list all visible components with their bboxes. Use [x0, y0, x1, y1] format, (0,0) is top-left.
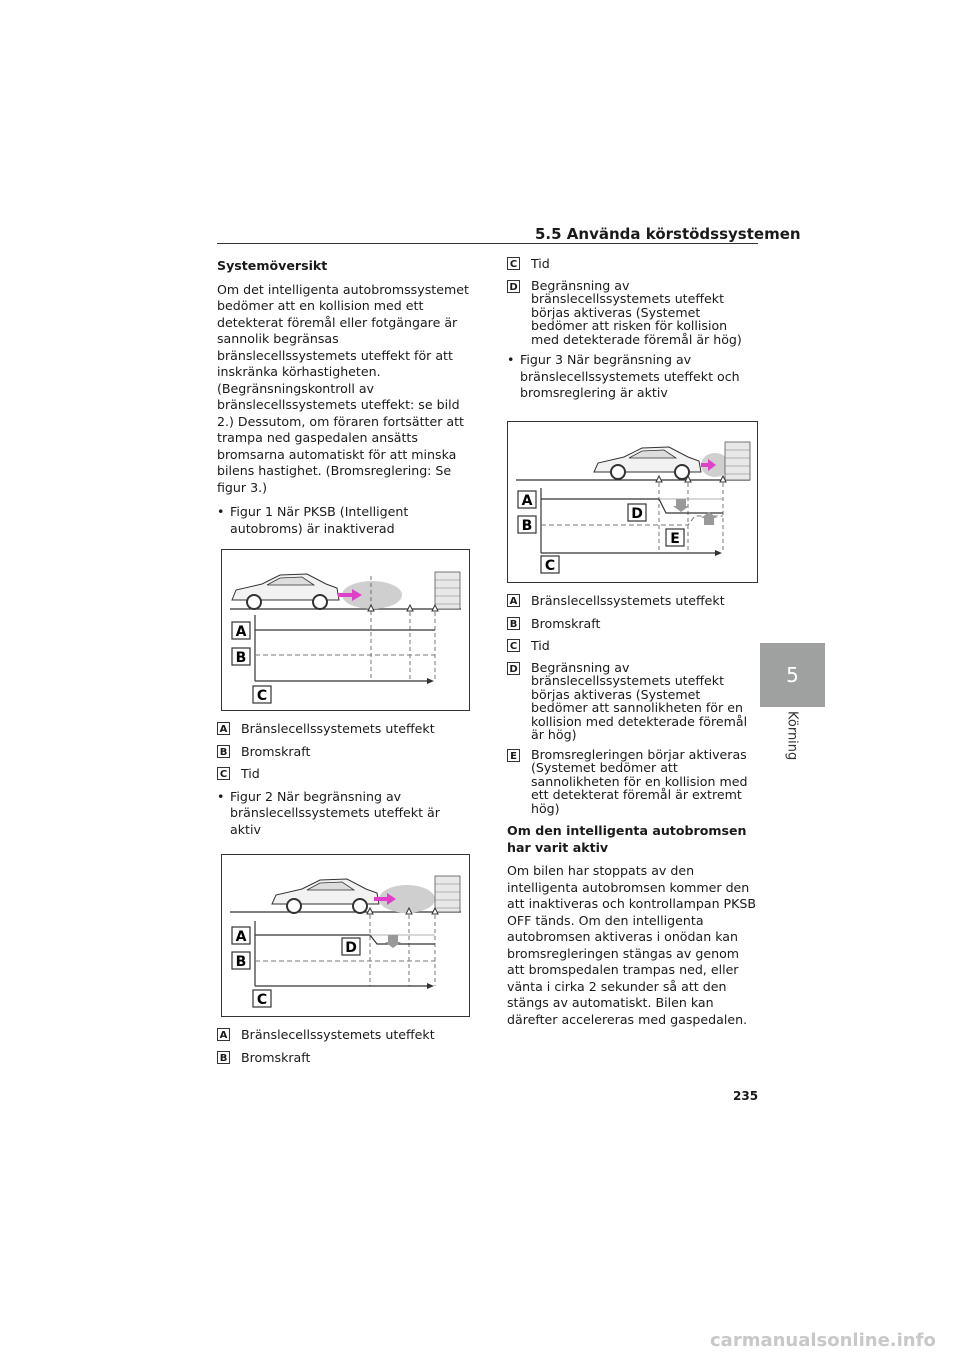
legend-item: [507, 748, 759, 816]
legend-text: Bränslecellssystemets uteffekt: [241, 721, 435, 736]
legend-1: [217, 721, 472, 846]
legend-item: [217, 1027, 472, 1044]
legend-key: C: [507, 257, 520, 270]
legend-key: D: [507, 280, 520, 293]
legend-item: [217, 1050, 472, 1067]
left-column: [217, 258, 472, 545]
fig1-label-a: A: [235, 624, 247, 640]
legend-text: Tid: [531, 256, 550, 271]
watermark: carmanualsonline.info: [710, 1330, 936, 1351]
legend-text: Begränsning av bränslecellssystemets uteffekt börjas aktiveras (Systemet bedömer att risken för kollision med detekterade föremål är hög): [531, 277, 742, 347]
fig3-label-b: B: [521, 518, 533, 534]
legend-key: D: [507, 662, 520, 675]
legend-key: A: [217, 1028, 230, 1041]
legend-text: Bränslecellssystemets uteffekt: [241, 1027, 435, 1042]
legend-key: B: [507, 617, 520, 630]
legend-3: [507, 593, 759, 1036]
fig2-label-b: B: [235, 954, 247, 970]
subsection-heading: Om den intelligenta autobromsen har varit aktiv: [507, 823, 747, 855]
subsection-paragraph: Om bilen har stoppats av den intelligenta autobromsen kommer den att inaktiveras och kontrollampan PKSB OFF tänds. Om den intelligenta autobromsen aktiveras i onödan kan bromsregleringen stängas av genom att bromspedalen trampas ned, eller vänta i cirka 2 sekunder så att den stängs av automatiskt. Bilen kan därefter accelereras med gaspedalen.: [507, 863, 757, 1027]
legend-key: A: [507, 594, 520, 607]
legend-text: Tid: [241, 766, 260, 781]
bullet-figure-2: • Figur 2 När begränsning av bränslecellssystemets uteffekt är aktiv: [217, 789, 472, 839]
fig2-label-a: A: [235, 929, 247, 945]
bullet-figure-3: • Figur 3 När begränsning av bränslecellssystemets uteffekt och bromsreglering är aktiv: [507, 352, 759, 402]
chapter-label: [760, 711, 825, 791]
legend-key: E: [507, 749, 520, 762]
legend-key: B: [217, 745, 230, 758]
legend-2: [217, 1027, 472, 1072]
legend-key: C: [217, 767, 230, 780]
legend-key: B: [217, 1051, 230, 1064]
legend-text: Tid: [531, 638, 550, 653]
legend-item: [217, 766, 472, 783]
legend-item: [507, 593, 759, 610]
section-heading: Systemöversikt: [217, 258, 328, 273]
legend-item: [507, 638, 759, 655]
legend-text: Bromskraft: [241, 1049, 311, 1065]
legend-item: [507, 661, 759, 742]
legend-item: [217, 744, 472, 761]
fig1-label-b: B: [235, 650, 247, 666]
chapter-tab: 5: [760, 643, 825, 707]
legend-item: [507, 616, 759, 633]
fig1-label-c: C: [256, 688, 268, 704]
page-number: 235: [733, 1089, 759, 1103]
legend-item: [217, 721, 472, 738]
intro-paragraph: Om det intelligenta autobromssystemet bedömer att en kollision med ett detekterat föremål eller fotgängare är sannolik begränsas bränslecellssystemets uteffekt för att inskränka körhastigheten. (Begränsningskontroll av bränslecellssystemets uteffekt: se bild 2.) Dessutom, om föraren fortsätter att trampa ned gaspedalen ansätts bromsarna automatiskt för att minska bilens hastighet. (Bromsreglering: Se figur 3.): [217, 281, 469, 495]
legend-key: A: [217, 722, 230, 735]
figure-3: [507, 421, 758, 583]
fig3-label-d: D: [631, 506, 643, 522]
legend-text: Bränslecellssystemets uteffekt: [531, 593, 725, 608]
fig3-label-c: C: [544, 558, 556, 574]
legend-item: [507, 279, 759, 347]
fig3-label-a: A: [521, 493, 533, 509]
figure-2: [221, 854, 470, 1017]
fig2-label-c: C: [256, 992, 268, 1008]
legend-key: C: [507, 639, 520, 652]
bullet-figure-1: • Figur 1 När PKSB (Intelligent autobroms) är inaktiverad: [217, 504, 472, 537]
legend-text: Bromskraft: [531, 615, 601, 631]
right-column-top: [507, 256, 759, 410]
section-header: 5.5 Använda körstödssystemen: [535, 225, 801, 243]
wall: [435, 572, 460, 609]
legend-item: [507, 256, 759, 273]
chapter-label-text: Körning: [784, 711, 800, 761]
fig3-label-e: E: [670, 531, 680, 547]
legend-text: Bromskraft: [241, 743, 311, 759]
legend-text: Bromsregleringen börjar aktiveras (Systemet bedömer att sannolikheten för en kollision med ett detekterat föremål är extremt hög): [531, 746, 748, 816]
fig2-label-d: D: [345, 940, 357, 956]
car-illustration: [232, 574, 339, 609]
legend-text: Begränsning av bränslecellssystemets uteffekt börjas aktiveras (Systemet bedömer att sannolikheten för en kollision med detekterade föremål är hög): [531, 659, 748, 742]
figure-1: [221, 549, 470, 711]
header-rule: [217, 243, 758, 244]
